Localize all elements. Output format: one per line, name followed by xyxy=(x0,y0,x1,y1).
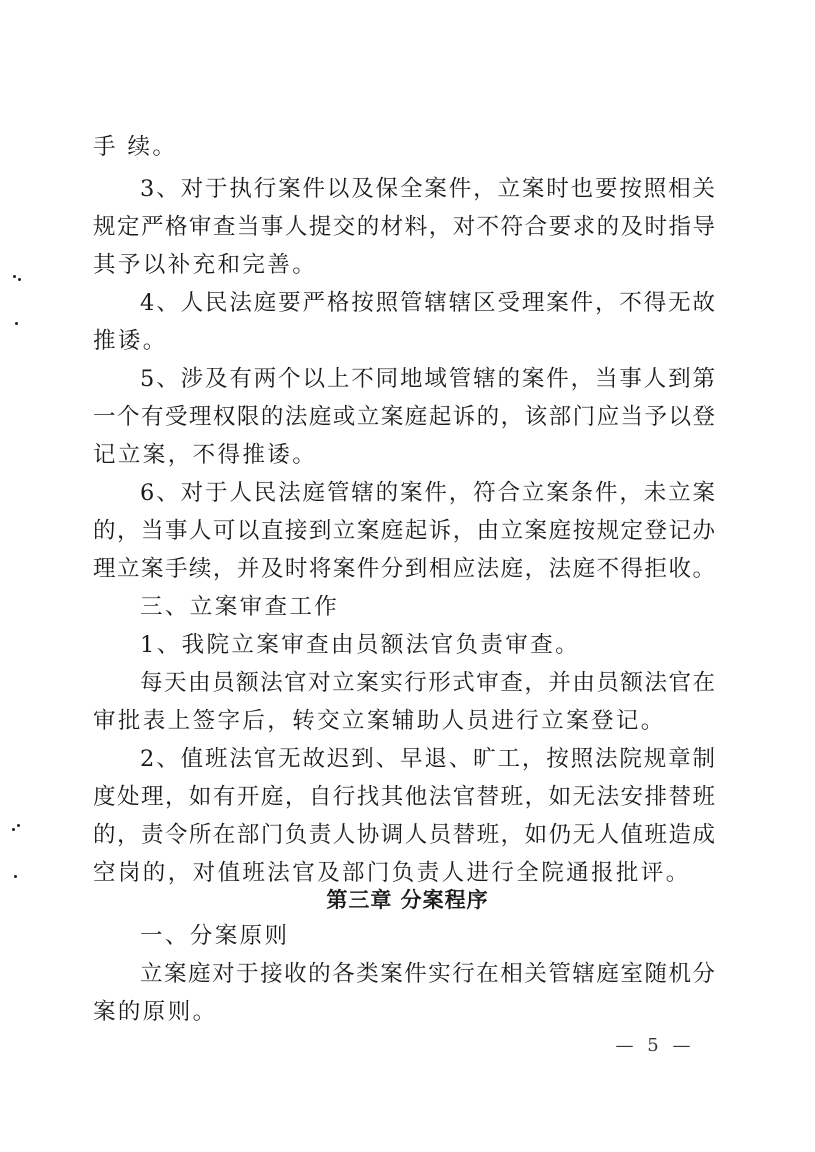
text-line: 手 续。 xyxy=(93,134,178,160)
text-line: 4、人民法庭要严格按照管辖辖区受理案件，不得无故 xyxy=(140,290,715,316)
text-line: 每天由员额法官对立案实行形式审查，并由员额法官在 xyxy=(140,670,715,696)
text-line: 推诿。 xyxy=(93,328,168,354)
text-line: 一个有受理权限的法庭或立案庭起诉的，该部门应当予以登 xyxy=(93,404,715,430)
scan-mark xyxy=(15,322,18,325)
text-line: 1、我院立案审查由员额法官负责审查。 xyxy=(140,632,581,658)
scan-mark xyxy=(13,275,16,278)
page-number: — 5 — xyxy=(615,1035,695,1056)
section-heading: 三、立案审查工作 xyxy=(140,594,340,620)
text-line: 规定严格审查当事人提交的材料，对不符合要求的及时指导 xyxy=(93,214,715,240)
text-line: 空岗的，对值班法官及部门负责人进行全院通报批评。 xyxy=(93,860,691,886)
chapter-heading: 第三章 分案程序 xyxy=(326,888,489,912)
text-line: 记立案，不得推诿。 xyxy=(93,442,318,468)
scan-mark xyxy=(17,824,20,827)
scan-mark xyxy=(12,828,15,831)
text-line: 2、值班法官无故迟到、早退、旷工，按照法院规章制 xyxy=(140,746,715,772)
text-line: 6、对于人民法庭管辖的案件，符合立案条件，未立案 xyxy=(140,480,715,506)
text-line: 3、对于执行案件以及保全案件，立案时也要按照相关 xyxy=(140,176,715,202)
text-line: 理立案手续，并及时将案件分到相应法庭，法庭不得拒收。 xyxy=(93,556,715,582)
section-heading: 一、分案原则 xyxy=(140,923,290,949)
text-line: 案的原则。 xyxy=(93,999,218,1025)
text-line: 其予以补充和完善。 xyxy=(93,252,318,278)
text-line: 立案庭对于接收的各类案件实行在相关管辖庭室随机分 xyxy=(140,961,715,987)
text-line: 的，当事人可以直接到立案庭起诉，由立案庭按规定登记办 xyxy=(93,518,715,544)
scan-mark xyxy=(14,875,17,878)
scan-mark xyxy=(18,278,21,281)
text-line: 5、涉及有两个以上不同地域管辖的案件，当事人到第 xyxy=(140,366,715,392)
text-line: 度处理，如有开庭，自行找其他法官替班，如无法安排替班 xyxy=(93,784,715,810)
text-line: 的，责令所在部门负责人协调人员替班，如仍无人值班造成 xyxy=(93,822,715,848)
text-line: 审批表上签字后，转交立案辅助人员进行立案登记。 xyxy=(93,708,666,734)
